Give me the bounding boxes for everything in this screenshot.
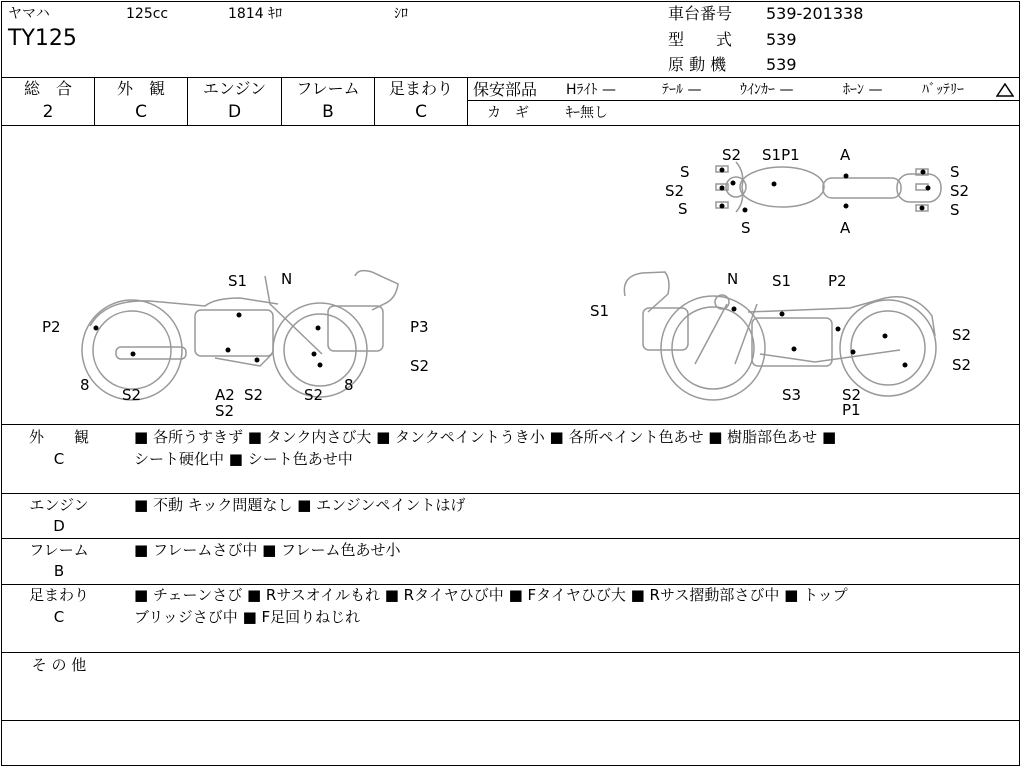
key-label: カ ギ (487, 105, 529, 121)
right-view-marks (590, 270, 971, 419)
mark: S1P1 (762, 146, 800, 164)
mark: S1 (772, 272, 792, 290)
detail-frame-label: フレーム (29, 541, 89, 559)
mark: S2 (122, 386, 142, 404)
key-value: ｷｰ無し (566, 105, 608, 121)
safety-horn: ﾎｰﾝ — (843, 82, 883, 98)
triangle-icon (996, 83, 1014, 97)
engine-grade: D (227, 102, 242, 122)
suspension-grade: C (415, 102, 427, 122)
detail-engine-line1: ■ 不動 キック問題なし ■ エンジンペイントはげ (134, 496, 466, 514)
engine-model-value: 539 (766, 55, 797, 74)
mark: S2 (952, 356, 972, 374)
left-view-marks (42, 270, 429, 420)
mark: S1 (590, 302, 610, 320)
mark: P1 (842, 401, 861, 419)
exterior-label: 外 観 (116, 79, 165, 98)
mark: A (840, 146, 851, 164)
safety-battery: ﾊﾞｯﾃﾘｰ (922, 82, 964, 98)
mark: A (840, 219, 851, 237)
mark: P2 (828, 272, 847, 290)
model-name: TY125 (8, 26, 77, 51)
safety-title: 保安部品 (473, 80, 538, 99)
color: ｼﾛ (394, 6, 408, 22)
displacement: 125cc (126, 6, 169, 22)
mark: S2 (410, 357, 430, 375)
detail-frame-line1: ■ フレームさび中 ■ フレーム色あせ小 (134, 541, 401, 559)
detail-exterior-grade: C (53, 450, 65, 468)
mark: S2 (950, 182, 970, 200)
maker: ヤマハ (8, 6, 50, 22)
mark: N (281, 270, 293, 288)
detail-exterior-line2: シート硬化中 ■ シート色あせ中 (134, 450, 353, 468)
mark: 8 (344, 376, 354, 394)
motorcycle-condition-diagram (0, 126, 1020, 424)
mark: 8 (80, 376, 90, 394)
mark: S3 (782, 386, 802, 404)
detail-other-label: そ の 他 (31, 656, 87, 674)
mark: S1 (228, 272, 248, 290)
safety-winker: ｳｲﾝｶｰ — (740, 82, 794, 98)
mark: S2 (952, 326, 972, 344)
exterior-grade: C (135, 102, 147, 122)
mark: S2 (665, 182, 685, 200)
detail-exterior-label: 外 観 (28, 428, 89, 446)
mark: A2 (215, 386, 235, 404)
mark: P3 (410, 318, 429, 336)
mark: S (680, 163, 690, 181)
detail-suspension-label: 足まわり (28, 586, 89, 604)
right-view-bike (624, 272, 936, 400)
detail-frame-grade: B (53, 562, 65, 580)
detail-engine-label: エンジン (29, 496, 89, 514)
frame-label: フレーム (296, 79, 360, 98)
safety-headlight: Hﾗｲﾄ — (566, 82, 616, 98)
type-value: 539 (766, 30, 797, 49)
mark: S (950, 201, 960, 219)
mark: S (950, 163, 960, 181)
mark: S2 (842, 386, 862, 404)
mark: P2 (42, 318, 61, 336)
detail-engine-grade: D (53, 517, 65, 535)
frame-grade: B (322, 102, 334, 122)
top-view-bike (716, 162, 941, 212)
engine-label: エンジン (202, 79, 267, 98)
mileage: 1814 ｷﾛ (228, 6, 283, 22)
type-label: 型 式 (668, 30, 733, 49)
frame-no-label: 車台番号 (668, 4, 733, 23)
mark: S2 (722, 146, 742, 164)
overall-label: 総 合 (23, 79, 72, 98)
detail-exterior-line1: ■ 各所うすきず ■ タンク内さび大 ■ タンクペイントうき小 ■ 各所ペイント色あせ ■ 樹脂部色あせ ■ (134, 428, 837, 446)
mark: N (727, 270, 739, 288)
overall-grade: 2 (42, 102, 54, 122)
mark: S2 (215, 402, 235, 420)
suspension-label: 足まわり (388, 79, 453, 98)
detail-suspension-line2: ブリッジさび中 ■ F足回りねじれ (134, 608, 361, 626)
top-view-marks (665, 146, 969, 237)
mark: S (741, 219, 751, 237)
detail-suspension-grade: C (53, 608, 65, 626)
safety-taillight: ﾃｰﾙ — (662, 82, 702, 98)
frame-no: 539-201338 (766, 4, 864, 23)
mark: S (678, 200, 688, 218)
mark: S2 (304, 386, 324, 404)
detail-suspension-line1: ■ チェーンさび ■ Rサスオイルもれ ■ Rタイヤひび中 ■ Fタイヤひび大 ■ Rサス摺動部さび中 ■ トップ (134, 586, 848, 604)
mark: S2 (244, 386, 264, 404)
engine-model-label: 原 動 機 (668, 55, 727, 74)
